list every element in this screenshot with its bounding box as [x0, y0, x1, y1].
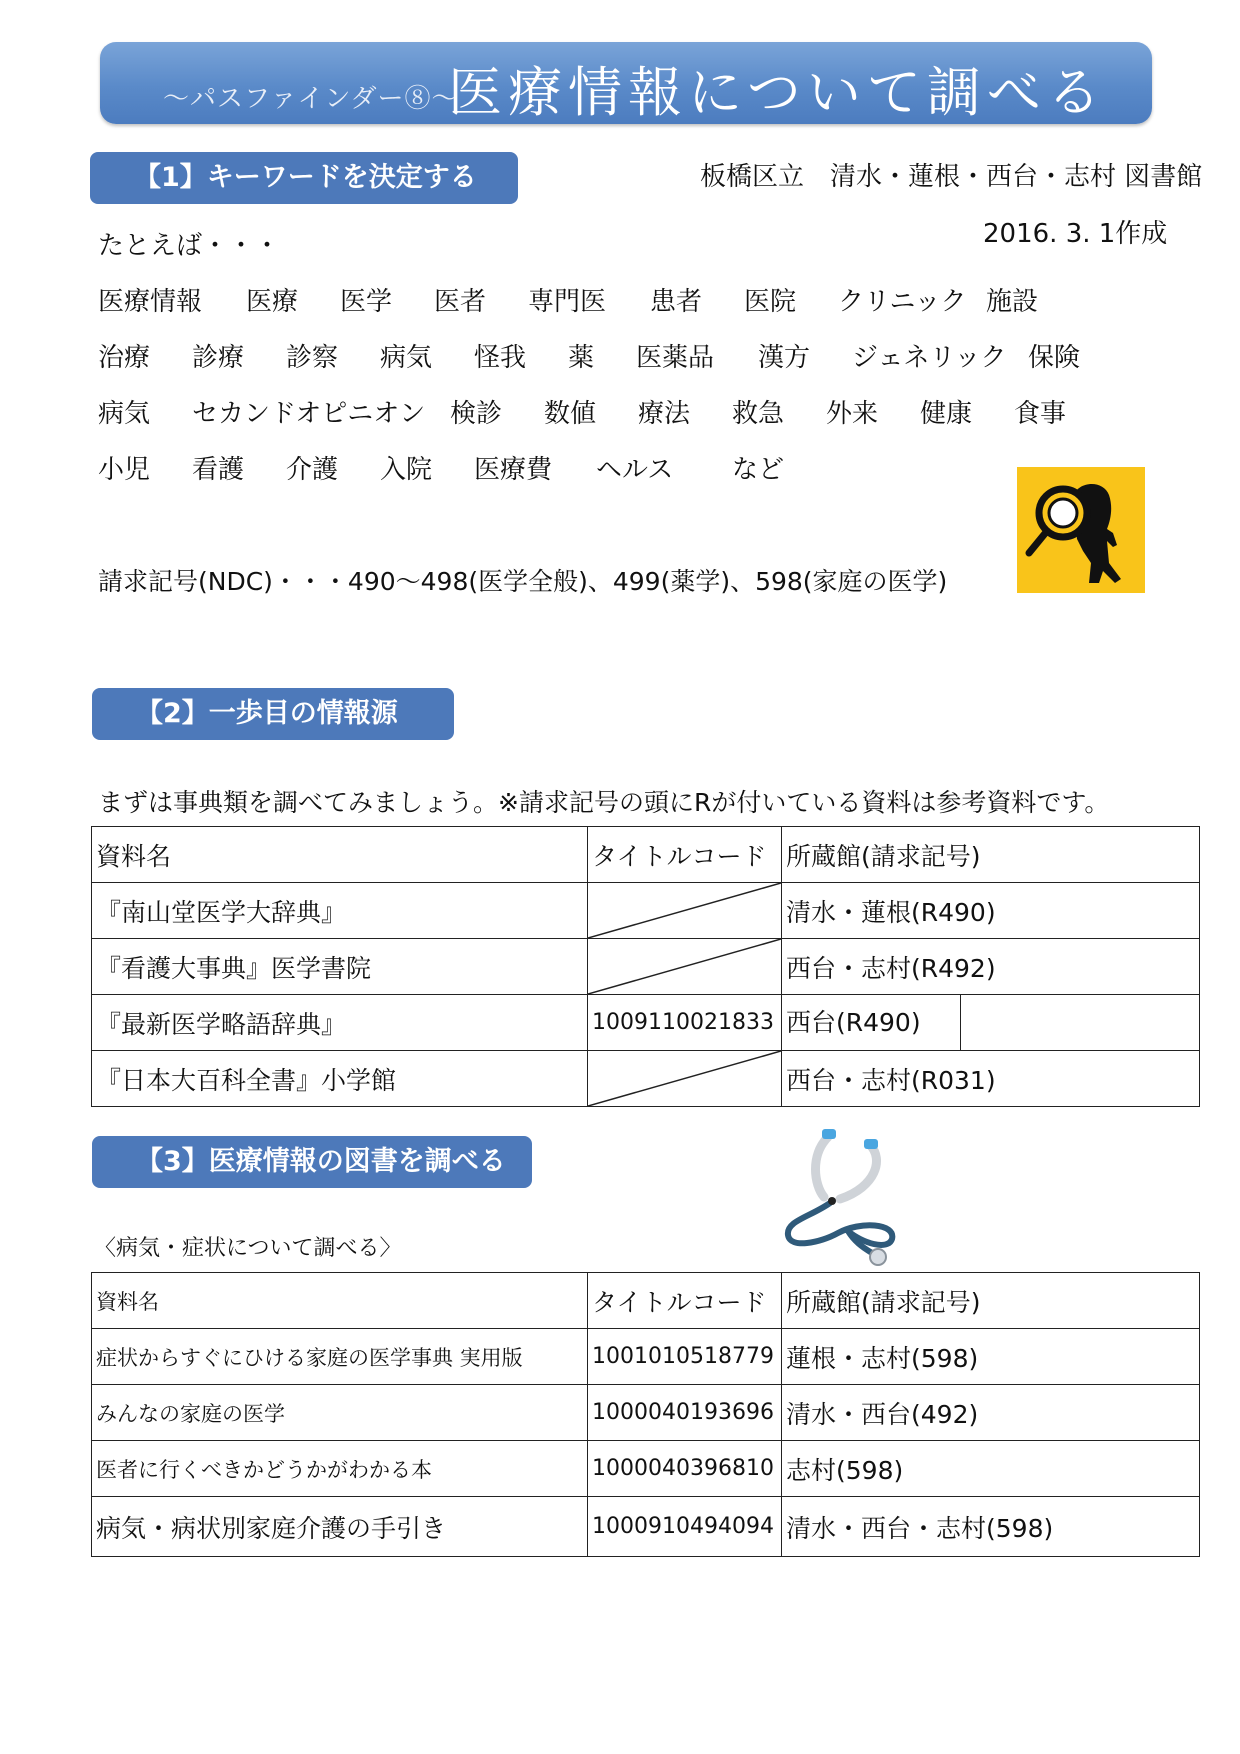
book-title: 病気・病状別家庭介護の手引き: [92, 1497, 588, 1557]
keyword: 医療費: [474, 455, 553, 485]
empty-code-cell: [588, 1051, 782, 1107]
table-row: [92, 1441, 1200, 1497]
keyword: 保険: [1028, 343, 1081, 373]
book-title: 医者に行くべきかどうかがわかる本: [92, 1441, 588, 1497]
table-row: [92, 939, 1200, 995]
keyword: 医者: [434, 287, 487, 317]
column-header: 所蔵館(請求記号): [782, 1273, 1200, 1329]
book-title: みんなの家庭の医学: [92, 1385, 588, 1441]
table-header-row: [92, 827, 1200, 883]
keyword: 漢方: [758, 343, 811, 373]
column-header: タイトルコード: [588, 1273, 782, 1329]
keyword: 医院: [744, 287, 797, 317]
holding-library: 蓮根・志村(598): [782, 1329, 1200, 1385]
empty-code-cell: [588, 939, 782, 995]
keyword: 病気: [98, 399, 151, 429]
keyword: 医療: [246, 287, 299, 317]
holding-library: 西台(R490): [782, 995, 961, 1050]
keyword: 医学: [340, 287, 393, 317]
table-row: [92, 883, 1200, 939]
column-header: 資料名: [92, 827, 588, 883]
keyword: 怪我: [474, 343, 527, 373]
book-title: 『日本大百科全書』小学館: [92, 1051, 588, 1107]
title-code: 1000040396810: [588, 1441, 782, 1497]
table-row: [92, 1051, 1200, 1107]
table-header-row: [92, 1273, 1200, 1329]
stethoscope-icon: [780, 1125, 930, 1275]
keyword: ジェネリック: [852, 343, 1007, 373]
book-title: 『最新医学略語辞典』: [92, 995, 588, 1051]
keyword: 療法: [638, 399, 691, 429]
title-code: 1009110021833: [588, 995, 782, 1051]
keyword: 病気: [380, 343, 433, 373]
keyword: 介護: [286, 455, 339, 485]
keyword-intro: たとえば・・・: [98, 231, 281, 261]
ndc-note: 請求記号(NDC)・・・490～498(医学全般)、499(薬学)、598(家庭の医学): [98, 567, 948, 596]
table-row: [92, 1329, 1200, 1385]
keyword: 数値: [544, 399, 597, 429]
book-title: 『南山堂医学大辞典』: [92, 883, 588, 939]
table-row: [92, 1385, 1200, 1441]
keyword: 医療情報: [98, 287, 203, 317]
title-code: 1000040193696: [588, 1385, 782, 1441]
keyword: 小児: [98, 455, 151, 485]
banner-subtitle: ～パスファインダー⑧～: [163, 84, 459, 114]
title-code: 1000910494094: [588, 1497, 782, 1557]
holding-library-cell: [782, 995, 1200, 1051]
keyword: 健康: [920, 399, 973, 429]
section-2-heading: 【2】一歩目の情報源: [92, 688, 454, 740]
keyword: ヘルス: [596, 455, 674, 485]
holding-library: 志村(598): [782, 1441, 1200, 1497]
magnifier-person-icon: [1017, 467, 1145, 593]
keyword: 入院: [380, 455, 433, 485]
table-row: [92, 1497, 1200, 1557]
keyword: など: [732, 455, 785, 485]
book-title: 症状からすぐにひける家庭の医学事典 実用版: [92, 1329, 588, 1385]
keyword: 患者: [650, 287, 703, 317]
keyword: 医薬品: [636, 343, 715, 373]
keyword: 診療: [192, 343, 245, 373]
keyword: 治療: [98, 343, 151, 373]
keyword: 外来: [826, 399, 879, 429]
holding-library: 西台・志村(R492): [782, 939, 1200, 995]
keyword: 薬: [568, 343, 595, 373]
keyword: 検診: [450, 399, 503, 429]
column-header: 所蔵館(請求記号): [782, 827, 1200, 883]
keyword: 専門医: [528, 287, 607, 317]
holding-library: 西台・志村(R031): [782, 1051, 1200, 1107]
section-1-heading: 【1】キーワードを決定する: [90, 152, 518, 204]
holding-library: 清水・西台・志村(598): [782, 1497, 1200, 1557]
keyword: クリニック: [838, 287, 967, 317]
library-name: 板橋区立 清水・蓮根・西台・志村 図書館: [700, 162, 1203, 192]
column-header: タイトルコード: [588, 827, 782, 883]
reference-table: [91, 826, 1200, 1107]
keyword: 診察: [286, 343, 339, 373]
section-3-subheading: 〈病気・症状について調べる〉: [94, 1236, 402, 1261]
section-3-heading: 【3】医療情報の図書を調べる: [92, 1136, 532, 1188]
keyword: 救急: [732, 399, 785, 429]
book-title: 『看護大事典』医学書院: [92, 939, 588, 995]
section-2-intro: まずは事典類を調べてみましょう。※請求記号の頭にRが付いている資料は参考資料です。: [98, 788, 1110, 817]
holding-library: 清水・蓮根(R490): [782, 883, 1200, 939]
creation-date: 2016. 3. 1作成: [983, 219, 1168, 249]
keyword: 食事: [1014, 399, 1067, 429]
page-title: 医療情報について調べる: [448, 61, 1107, 124]
book-table: [91, 1272, 1200, 1557]
holding-library: 清水・西台(492): [782, 1385, 1200, 1441]
title-code: 1001010518779: [588, 1329, 782, 1385]
keyword: 施設: [986, 287, 1039, 317]
column-header: 資料名: [92, 1273, 588, 1329]
keyword: 看護: [192, 455, 245, 485]
empty-code-cell: [588, 883, 782, 939]
keyword: セカンドオピニオン: [192, 399, 426, 429]
table-row: [92, 995, 1200, 1051]
